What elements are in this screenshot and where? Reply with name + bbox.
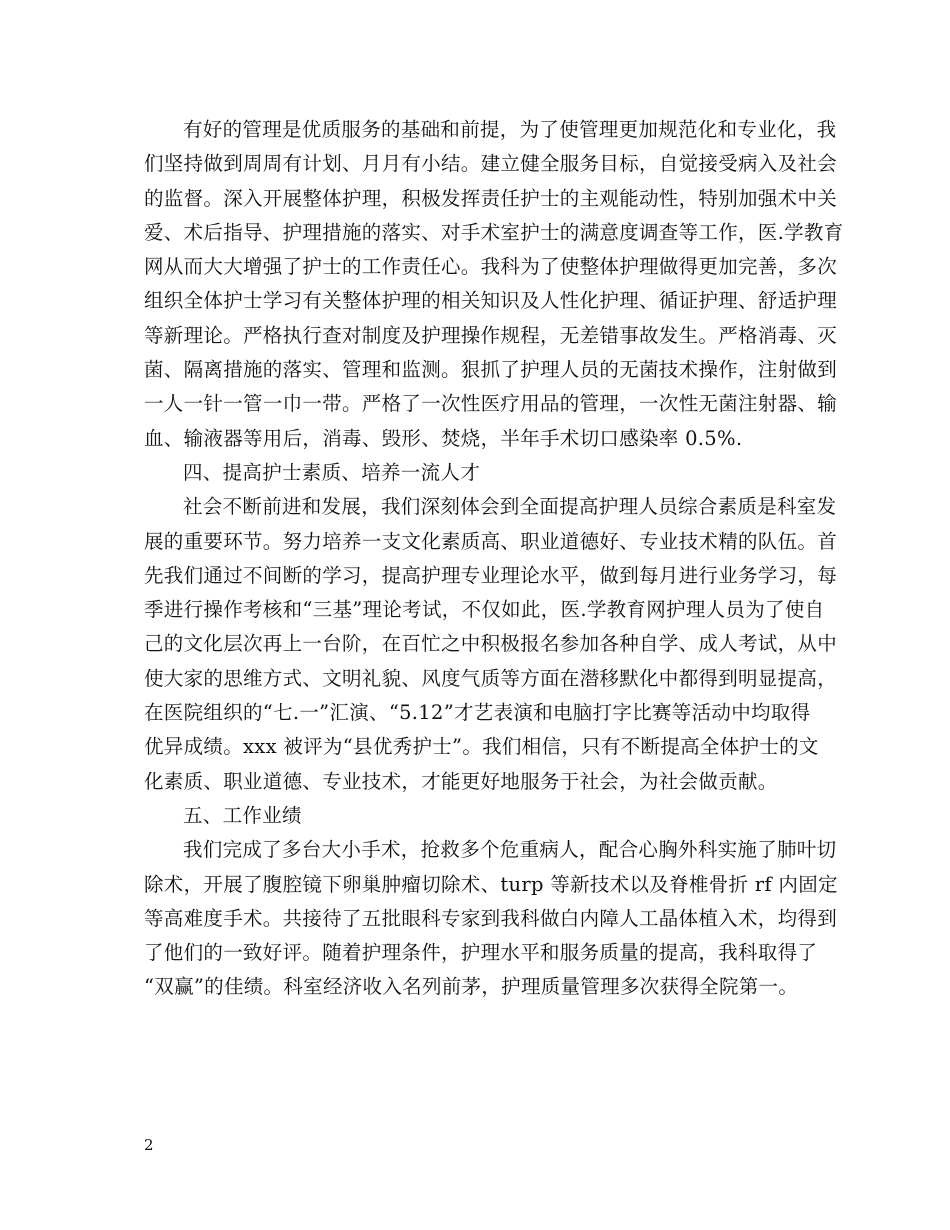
paragraph-management [144, 113, 844, 456]
text-line: 血、输液器等用后，消毒、毁形、焚烧，半年手术切口感染率 0.5%. [144, 426, 743, 450]
text-line: 使大家的思维方式、文明礼貌、风度气质等方面在潜移默化中都得到明显提高， [144, 666, 838, 690]
paragraph-quality [144, 490, 838, 799]
text-line: 先我们通过不间断的学习，提高护理专业理论水平，做到每月进行业务学习，每 [144, 563, 838, 587]
page-number: 2 [144, 1136, 154, 1154]
text-line: 等高难度手术。共接待了五批眼科专家到我科做白内障人工晶体植入术，均得到 [144, 906, 838, 930]
text-line: 一人一针一管一巾一带。严格了一次性医疗用品的管理，一次性无菌注射器、输 [144, 392, 838, 416]
text-line: 网从而大大增强了护士的工作责任心。我科为了使整体护理做得更加完善，多次 [144, 255, 838, 279]
text-line: 除术，开展了腹腔镜下卵巢肿瘤切除术、turp 等新技术以及脊椎骨折 rf 内固定 [144, 872, 838, 896]
text-line: 优异成绩。xxx 被评为“县优秀护士”。我们相信，只有不断提高全体护士的文 [144, 735, 819, 759]
text-line: 社会不断前进和发展，我们深刻体会到全面提高护理人员综合素质是科室发 [183, 495, 837, 519]
text-line: 的监督。深入开展整体护理，积极发挥责任护士的主观能动性，特别加强术中关 [144, 186, 838, 210]
document-body [144, 113, 844, 1005]
text-line: 组织全体护士学习有关整体护理的相关知识及人性化护理、循证护理、舒适护理 [144, 289, 838, 313]
text-line: 己的文化层次再上一台阶，在百忙之中积极报名参加各种自学、成人考试，从中 [144, 632, 838, 656]
text-line: 化素质、职业道德、专业技术，才能更好地服务于社会，为社会做贡献。 [144, 769, 778, 793]
paragraph-achievements [144, 833, 838, 1004]
text-line: “双赢”的佳绩。科室经济收入名列前茅，护理质量管理多次获得全院第一。 [144, 975, 799, 999]
text-line: 们坚持做到周周有计划、月月有小结。建立健全服务目标，自觉接受病入及社会 [144, 152, 838, 176]
text-line: 等新理论。严格执行查对制度及护理操作规程，无差错事故发生。严格消毒、灭 [144, 323, 838, 347]
text-line: 有好的管理是优质服务的基础和前提，为了使管理更加规范化和专业化，我 [183, 118, 837, 141]
section-heading-4: 四、提高护士素质、培养一流人才 [183, 460, 481, 484]
section-heading-5: 五、工作业绩 [183, 803, 302, 827]
text-line: 了他们的一致好评。随着护理条件，护理水平和服务质量的提高，我科取得了 [144, 941, 818, 965]
text-line: 在医院组织的“七.一”汇演、“5.12”才艺表演和电脑打字比赛等活动中均取得 [144, 701, 811, 725]
text-line: 菌、隔离措施的落实、管理和监测。狠抓了护理人员的无菌技术操作，注射做到 [144, 358, 838, 382]
text-line: 展的重要环节。努力培养一支文化素质高、职业道德好、专业技术精的队伍。首 [144, 529, 838, 553]
text-line: 我们完成了多台大小手术，抢救多个危重病人，配合心胸外科实施了肺叶切 [183, 838, 837, 862]
text-line: 季进行操作考核和“三基”理论考试，不仅如此，医.学教育网护理人员为了使自 [144, 598, 825, 622]
text-line: 爱、术后指导、护理措施的落实、对手术室护士的满意度调查等工作，医.学教育 [144, 220, 844, 244]
